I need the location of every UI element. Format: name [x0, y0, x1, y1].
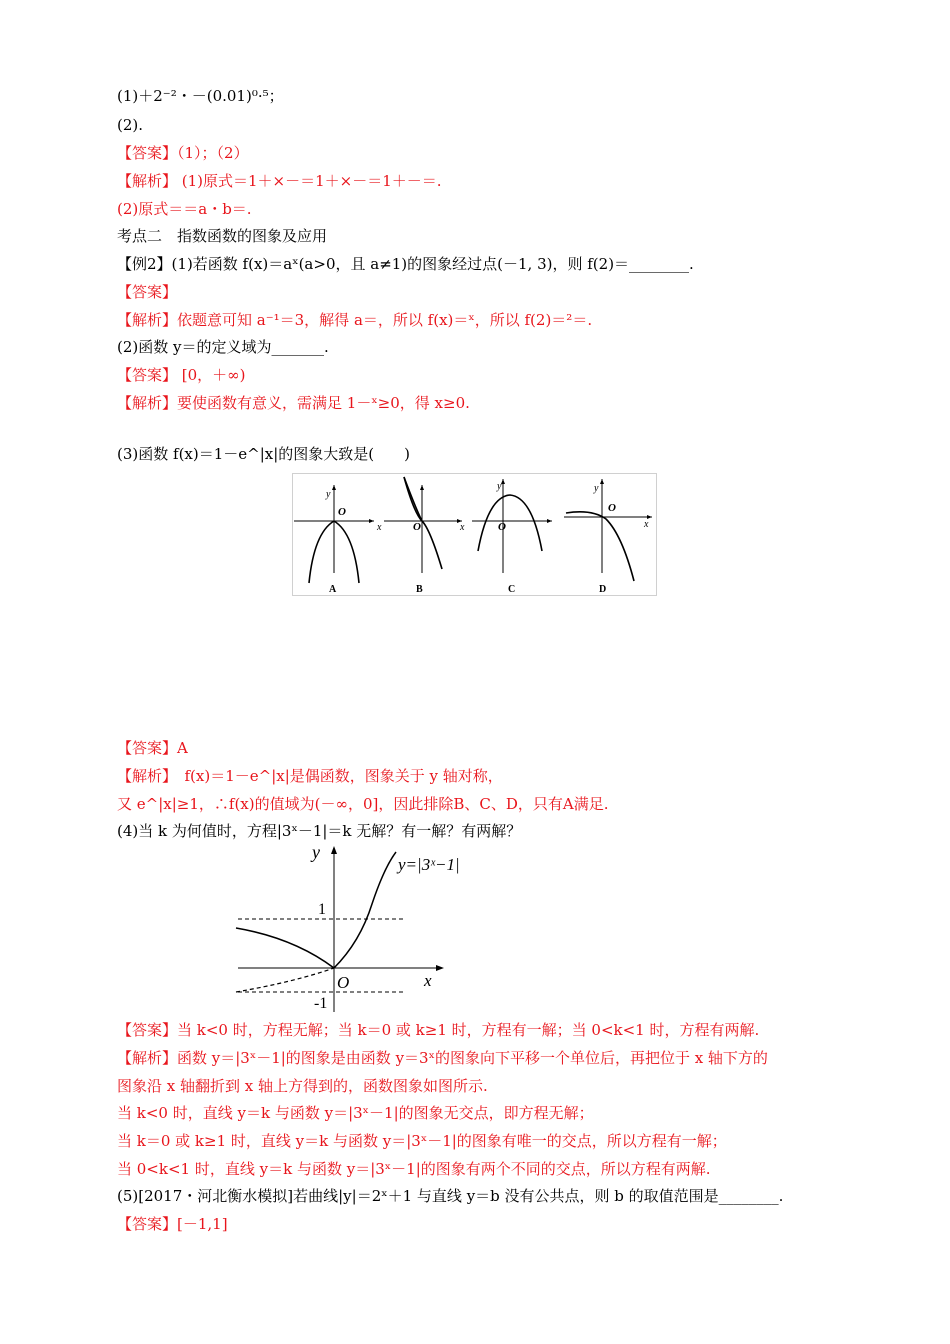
option-a-graph [294, 485, 382, 595]
option-b-label: B [416, 584, 423, 595]
option-a-x-label: x [377, 522, 382, 533]
text-line: (2). [117, 116, 144, 134]
text-line: (3)函数 f(x)＝1－e^|x|的图象大致是( ) [117, 445, 410, 463]
option-d-y-label: y [594, 483, 599, 494]
option-b-x-label: x [460, 522, 465, 533]
text-line: (4)当 k 为何值时，方程|3ˣ－1|＝k 无解？有一解？有两解？ [117, 822, 522, 840]
text-line: 【答案】A [117, 739, 188, 757]
option-b-graph [384, 477, 465, 595]
text-line: 【解析】 (1)原式＝1＋×－＝1＋×－＝1＋－＝. [117, 172, 442, 190]
text-line: 【解析】要使函数有意义，需满足 1－ˣ≥0，得 x≥0. [117, 394, 470, 412]
option-a-label: A [329, 584, 337, 595]
text-line: (2)函数 y＝的定义域为_______. [117, 338, 329, 356]
text-line: 【例2】(1)若函数 f(x)＝aˣ(a>0，且 a≠1)的图象经过点(－1, 3)，则 f(2)＝________. [117, 255, 694, 273]
text-line: 【答案】 [0，＋∞) [117, 366, 246, 384]
text-line: 【解析】 f(x)＝1－e^|x|是偶函数，图象关于 y 轴对称， [117, 767, 503, 785]
text-line: 当 k＝0 或 k≥1 时，直线 y＝k 与函数 y＝|3ˣ－1|的图象有唯一的交点，所以方程有一解； [117, 1132, 727, 1150]
text-line: (1)＋2⁻²・－(0.01)⁰·⁵； [117, 87, 284, 105]
text-line: 【答案】（1）；（2） [117, 144, 249, 162]
abs-figure-curve-label: y=|3ˣ−1| [398, 855, 460, 874]
option-d-x-label: x [644, 519, 649, 530]
abs-figure-y-label: y [312, 842, 320, 862]
option-c-label: C [508, 584, 516, 595]
text-line: 【解析】函数 y＝|3ˣ－1|的图象是由函数 y＝3ˣ的图象向下平移一个单位后，再把位于 x 轴下方的 [117, 1049, 768, 1067]
abs-figure-tick-neg1: -1 [314, 995, 328, 1012]
text-line: 【答案】当 k<0 时，方程无解；当 k＝0 或 k≥1 时，方程有一解；当 0<k<1 时，方程有两解. [117, 1021, 760, 1039]
option-b-origin-label: O [413, 521, 421, 533]
text-line: (5)[2017・河北衡水模拟]若曲线|y|＝2ˣ＋1 与直线 y＝b 没有公共点，则 b 的取值范围是________. [117, 1187, 784, 1205]
text-line: 当 0<k<1 时，直线 y＝k 与函数 y＝|3ˣ－1|的图象有两个不同的交点，所以方程有两解. [117, 1160, 711, 1178]
option-a-origin-label: O [338, 506, 346, 518]
text-line: 【答案】 [117, 283, 178, 301]
option-d-origin-label: O [608, 502, 616, 514]
abs-figure-x-label: x [424, 971, 432, 990]
abs-figure-origin-label: O [337, 973, 350, 992]
abs-function-figure [234, 842, 474, 1014]
text-line: 考点二 指数函数的图象及应用 [117, 227, 328, 245]
option-a-y-label: y [326, 489, 331, 500]
abs-figure-tick-1: 1 [318, 901, 326, 918]
text-line: 又 e^|x|≥1，∴f(x)的值域为(－∞，0]，因此排除B、C、D，只有A满足. [117, 795, 609, 813]
text-line: 图象沿 x 轴翻折到 x 轴上方得到的，函数图象如图所示. [117, 1077, 488, 1095]
option-c-y-label: y [497, 481, 502, 492]
text-line: 【答案】[－1,1] [117, 1215, 228, 1233]
text-line: 【解析】依题意可知 a⁻¹＝3，解得 a＝，所以 f(x)＝ˣ，所以 f(2)＝²＝. [117, 311, 593, 329]
option-c-origin-label: O [498, 521, 506, 533]
text-line: (2)原式＝＝a・b＝. [117, 200, 252, 218]
option-c-graph [472, 479, 552, 595]
options-figure [292, 473, 658, 597]
text-line: 当 k<0 时，直线 y＝k 与函数 y＝|3ˣ－1|的图象无交点，即方程无解； [117, 1104, 594, 1122]
option-d-label: D [599, 584, 607, 595]
option-d-graph [564, 479, 652, 595]
